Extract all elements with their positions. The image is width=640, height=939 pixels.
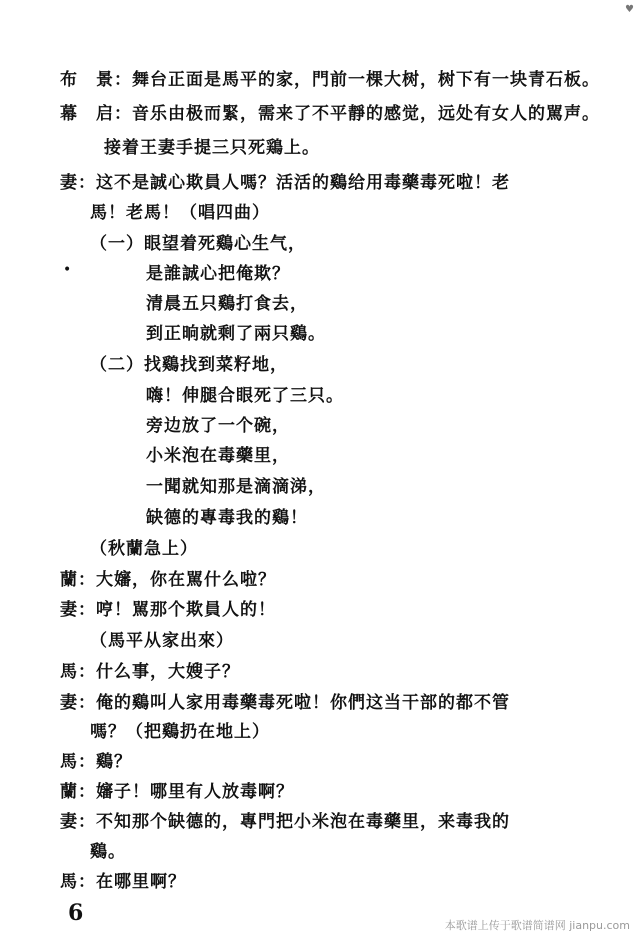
line-text: 大嬸，你在駡什么啦？ [96,570,276,590]
text-line-11 [146,384,344,408]
line-text: 嬸子！哪里有人放毒啊？ [96,782,294,802]
text-line-7 [146,262,290,286]
line-text: 在哪里啊？ [96,872,186,892]
line-text: 清晨五只鷄打食去， [146,294,308,314]
line-text: 接着王妻手提三只死鶏上。 [104,138,320,158]
speaker-label: 幕 启： [60,104,132,124]
speaker-label: 馬： [60,662,96,682]
text-line-17 [60,568,276,592]
speaker-label: 馬： [60,872,96,892]
line-text: 鷄？ [96,752,132,772]
line-text: 嗎？（把鷄扔在地上） [90,722,270,742]
speaker-label: 蘭： [60,782,96,802]
line-text: 不知那个缺德的，專門把小米泡在毒藥里，来毒我的 [96,812,510,832]
page-number: 6 [68,900,84,926]
line-text: （一）眼望着死鷄心生气， [90,234,306,254]
text-line-12 [146,414,290,438]
line-text: 鷄。 [90,842,126,862]
text-line-13 [146,444,290,468]
text-line-4 [60,171,510,195]
line-text: 这不是誠心欺員人嗎？活活的鷄给用毒藥毒死啦！老 [96,173,510,193]
text-line-20 [60,660,240,684]
line-text: 旁边放了一个碗， [146,416,290,436]
line-text: 缺德的專毒我的鷄！ [146,508,308,528]
speaker-label: 妻： [60,693,96,713]
text-line-6 [90,232,306,256]
text-line-16 [90,537,198,561]
speaker-label: 妻： [60,600,96,620]
speaker-label: 蘭： [60,570,96,590]
text-line-5 [90,201,270,225]
bullet-mark: • [63,262,72,278]
text-line-10 [90,353,288,377]
text-line-15 [146,506,308,530]
line-text: 哼！駡那个欺員人的！ [96,600,276,620]
line-text: 小米泡在毒藥里， [146,446,290,466]
line-text: 俺的鷄叫人家用毒藥毒死啦！你們这当干部的都不管 [96,693,510,713]
text-line-19 [90,629,234,653]
line-text: （馬平从家出來） [90,631,234,651]
text-line-22 [90,720,270,744]
line-text: 什么事，大嫂子？ [96,662,240,682]
text-line-26 [90,840,126,864]
speaker-label: 妻： [60,812,96,832]
text-line-14 [146,475,326,499]
line-text: （二）找鷄找到菜籽地， [90,355,288,375]
text-line-3 [104,136,320,160]
text-line-8 [146,292,308,316]
speaker-label: 妻： [60,173,96,193]
speaker-label: 布 景： [60,70,132,90]
line-text: 舞台正面是馬平的家，門前一棵大树，树下有一块青石板。 [132,70,600,90]
text-line-23 [60,750,132,774]
text-line-18 [60,598,276,622]
line-text: 一聞就知那是滴滴涕， [146,477,326,497]
line-text: 馬！老馬！（唱四曲） [90,203,270,223]
text-line-24 [60,780,294,804]
line-text: 音乐由极而緊，需来了不平靜的感觉，远处有女人的駡声。 [132,104,600,124]
line-text: （秋蘭急上） [90,539,198,559]
corner-mark: ♥ [625,4,634,15]
line-text: 到正晌就剩了兩只鷄。 [146,324,326,344]
text-line-27 [60,870,186,894]
text-line-25 [60,810,510,834]
text-line-9 [146,322,326,346]
text-line-21 [60,691,510,715]
speaker-label: 馬： [60,752,96,772]
watermark: 本歌谱上传于歌谱简谱网 jianpu.com [444,919,630,932]
line-text: 是誰誠心把俺欺？ [146,264,290,284]
text-line-2 [60,102,600,126]
line-text: 嗨！伸腿合眼死了三只。 [146,386,344,406]
text-line-1 [60,68,600,92]
